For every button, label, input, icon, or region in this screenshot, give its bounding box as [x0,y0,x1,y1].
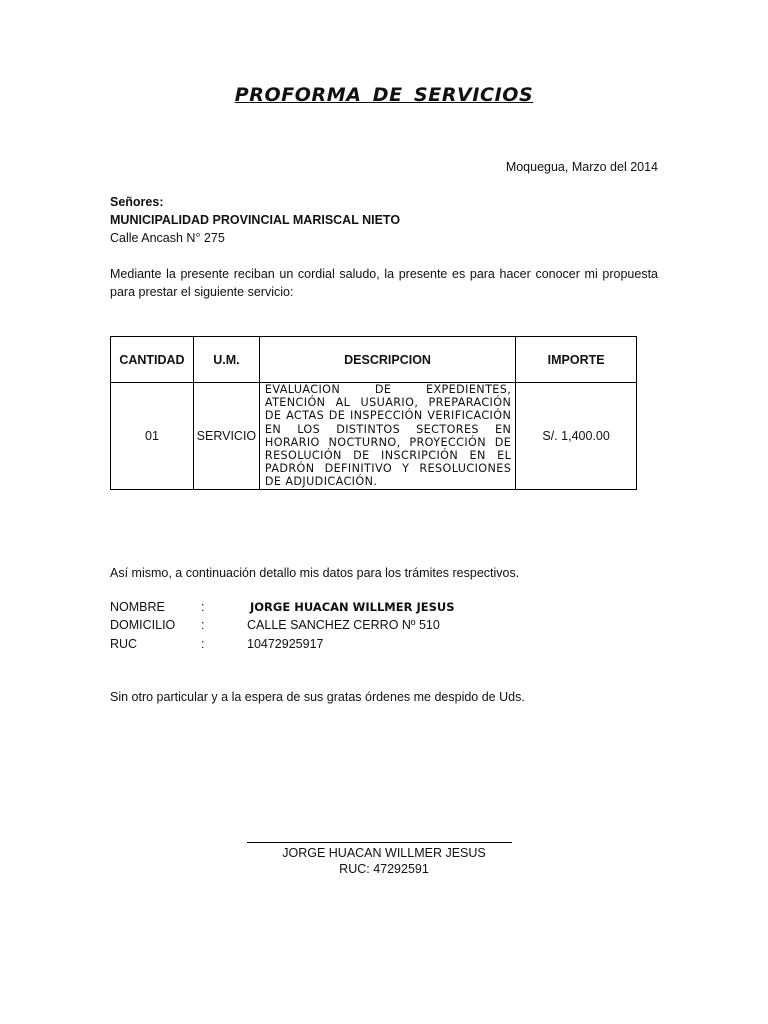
signature-line [247,842,512,843]
header-descripcion: DESCRIPCION [259,337,515,383]
signature-name: JORGE HUACAN WILLMER JESUS [282,846,486,860]
cell-um: SERVICIO [193,383,259,490]
table-header-row [111,337,637,383]
cell-importe: S/. 1,400.00 [516,383,637,490]
header-cantidad: CANTIDAD [111,337,194,383]
details-intro: Así mismo, a continuación detallo mis datos para los trámites respectivos. [110,566,520,580]
detail-value-domicilio: CALLE SANCHEZ CERRO Nº 510 [247,618,440,632]
detail-value-ruc: 10472925917 [247,637,324,651]
detail-label-domicilio: DOMICILIO [110,618,176,632]
cell-cantidad: 01 [111,383,194,490]
header-um: U.M. [193,337,259,383]
services-table [110,336,637,490]
document-title: PROFORMA DE SERVICIOS [234,84,534,106]
intro-paragraph: Mediante la presente reciban un cordial saludo, la presente es para hacer conocer mi propuesta para prestar el siguiente servicio: [110,267,658,299]
detail-label-nombre: NOMBRE [110,600,165,614]
detail-colon: : [201,618,205,632]
cell-descripcion: EVALUACION DE EXPEDIENTES, ATENCIÓN AL USUARIO, PREPARACIÓN DE ACTAS DE INSPECCIÓN VERIFICACIÓN EN LOS DISTINTOS SECTORES EN HORARIO NOCTURNO, PROYECCIÓN DE RESOLUCIÓN DE INSCRIPCIÓN EN EL PADRÓN DEFINITIVO Y RESOLUCIONES DE ADJUDICACIÓN. [259,383,515,490]
recipient-address: Calle Ancash N° 275 [110,231,225,245]
detail-label-ruc: RUC [110,637,138,651]
recipient-name: MUNICIPALIDAD PROVINCIAL MARISCAL NIETO [110,213,401,227]
detail-colon: : [201,600,205,614]
salutation: Señores: [110,195,164,209]
signature-ruc: RUC: 47292591 [339,862,429,876]
detail-value-nombre: JORGE HUACAN WILLMER JESUS [250,600,455,614]
closing-paragraph: Sin otro particular y a la espera de sus gratas órdenes me despido de Uds. [110,690,525,704]
detail-colon: : [201,637,205,651]
table-row [111,383,637,490]
date-line: Moquegua, Marzo del 2014 [505,160,658,174]
header-importe: IMPORTE [516,337,637,383]
